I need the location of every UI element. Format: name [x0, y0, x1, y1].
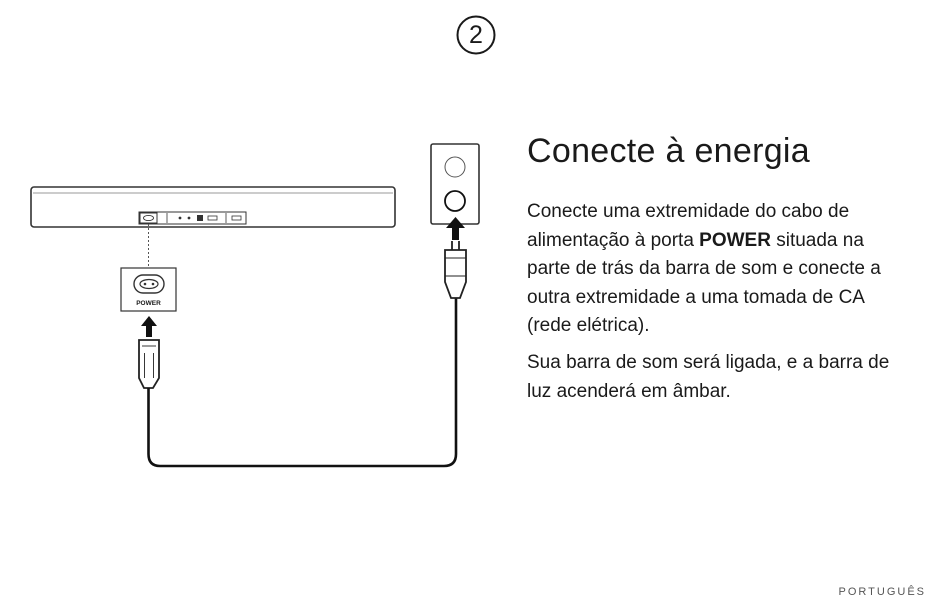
- power-port-name: POWER: [699, 229, 771, 251]
- instruction-paragraph: [527, 198, 912, 341]
- power-cable: [149, 298, 457, 466]
- section-heading: Conecte à energia: [527, 132, 810, 170]
- wall-outlet-icon: [431, 144, 479, 224]
- power-connection-illustration: [0, 0, 500, 500]
- language-label: PORTUGUÊS: [838, 586, 926, 598]
- instruction-text-continued: situada na parte de trás da barra de som e conecte a outra extremidade a uma tomada de CA (rede elétrica).: [527, 229, 881, 336]
- step-number: 2: [469, 21, 483, 49]
- wall-plug-icon: [445, 241, 466, 298]
- soundbar-icon: [31, 187, 395, 227]
- power-port-callout: [121, 268, 176, 311]
- arrow-up-icon: [141, 316, 157, 337]
- result-paragraph: Sua barra de som será ligada, e a barra de luz acenderá em âmbar.: [527, 352, 890, 402]
- figure-8-plug-icon: [139, 340, 159, 388]
- instruction-text: Conecte uma extremidade do cabo de alimentação à porta: [527, 201, 850, 251]
- power-port-label: POWER: [136, 300, 161, 307]
